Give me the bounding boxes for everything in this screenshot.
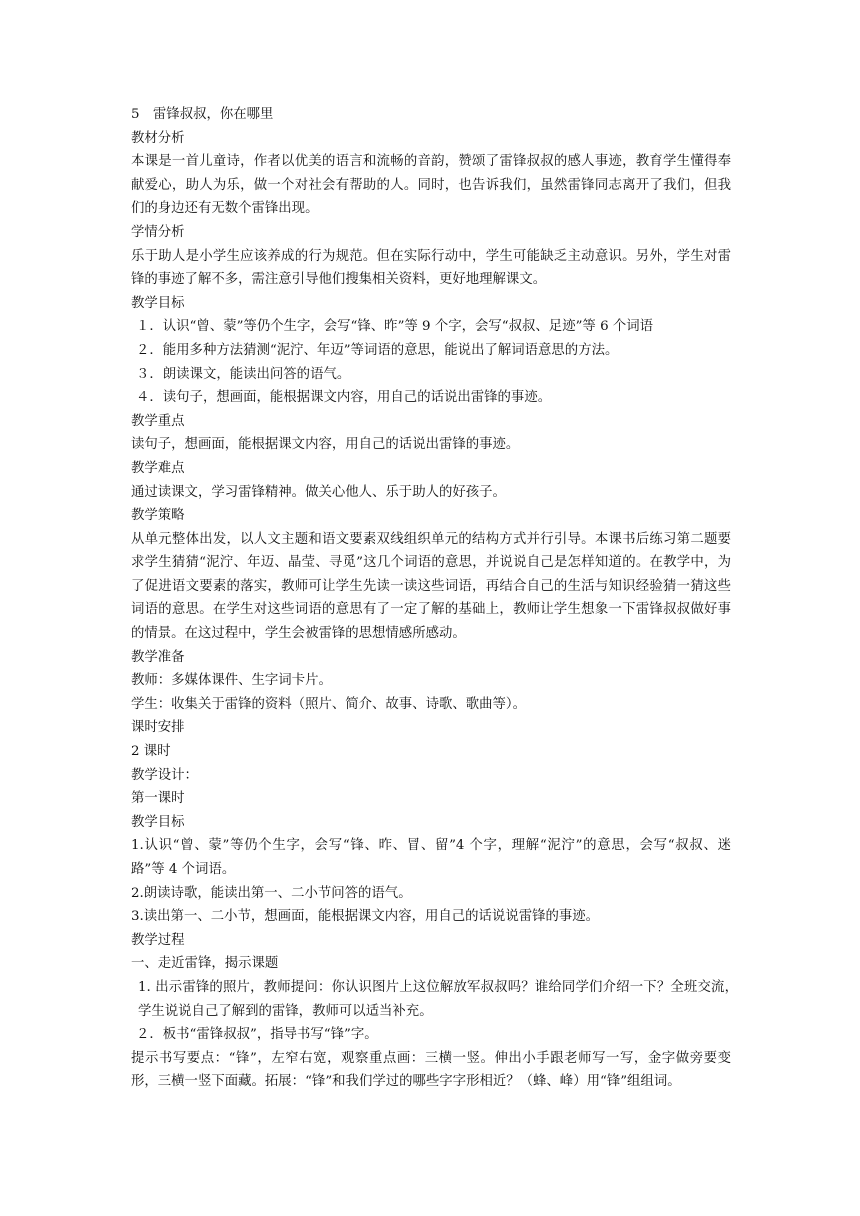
list-item: ２．板书“雷锋叔叔”，指导书写“锋”字。 (136, 1027, 378, 1043)
section-heading: 教学策略 (131, 508, 185, 524)
section-heading: 第一课时 (131, 791, 185, 807)
paragraph: 本课是一首儿童诗，作者以优美的语言和流畅的音韵，赞颂了雷锋叔叔的感人事迹，教育学生懂得奉献爱心，助人为乐，做一个对社会有帮助的人。同时，也告诉我们，虽然雷锋同志离开了我们，但我们的身边还有无数个雷锋出现。 (131, 154, 731, 217)
paragraph: 2 课时 (131, 744, 171, 760)
section-heading: 教学目标 (131, 295, 185, 311)
section-heading: 教学重点 (131, 413, 185, 429)
section-heading: 教学目标 (131, 814, 185, 830)
paragraph: 通过读课文，学习雷锋精神。做关心他人、乐于助人的好孩子。 (131, 484, 506, 500)
paragraph: 提示书写要点：“锋”，左窄右宽，观察重点画：三横一竖。伸出小手跟老师写一写，金字做旁要变形，三横一竖下面藏。拓展：“锋”和我们学过的哪些字字形相近？（蜂、峰）用“锋”组组词。 (131, 1050, 731, 1090)
list-item: 1.认识“曾、蒙”等仍个生字，会写“锋、昨、冒、留”4 个字，理解“泥泞”的意思，会写“叔叔、迷路”等 4 个词语。 (131, 838, 731, 877)
list-item: 2.朗读诗歌，能读出第一、二小节问答的语气。 (131, 885, 412, 901)
paragraph: 学生：收集关于雷锋的资料（照片、简介、故事、诗歌、歌曲等）。 (131, 696, 527, 712)
section-heading: 课时安排 (131, 720, 185, 736)
list-item: ３．朗读课文，能读出问答的语气。 (136, 366, 351, 382)
section-heading: 教学难点 (131, 460, 185, 476)
section-heading: 一、走近雷锋，揭示课题 (131, 956, 279, 972)
list-item: １．认识“曾、蒙”等仍个生字，会写“锋、昨”等 9 个字，会写“叔叔、足迹”等 6 个词语 (136, 319, 654, 335)
paragraph: 从单元整体出发，以人文主题和语文要素双线组织单元的结构方式并行引导。本课书后练习第二题要求学生猜猜“泥泞、年迈、晶莹、寻觅”这几个词语的意思，并说说自己是怎样知道的。在教学中，为了促进语文要素的落实，教师可让学生先读一读这些词语，再结合自己的生活与知识经验猜一猜这些词语的意思。在学生对这些词语的意思有了一定了解的基础上，教师让学生想象一下雷锋叔叔做好事的情景。在这过程中，学生会被雷锋的思想情感所感动。 (131, 531, 731, 642)
paragraph: 读句子，想画面，能根据课文内容，用自己的话说出雷锋的事迹。 (131, 437, 520, 453)
list-item: 3.读出第一、二小节，想画面，能根据课文内容，用自己的话说说雷锋的事迹。 (131, 909, 600, 925)
section-heading: 教学设计： (131, 767, 198, 783)
list-item: 1. 出示雷锋的照片，教师提问：你认识图片上这位解放军叔叔吗？谁给同学们介绍一下？全班交流，学生说说自己了解到的雷锋，教师可以适当补充。 (138, 979, 738, 1019)
document-page (131, 103, 738, 1094)
list-item: ２．能用多种方法猜测“泥泞、年迈”等词语的意思，能说出了解词语意思的方法。 (136, 342, 619, 358)
paragraph: 教师：多媒体课件、生字词卡片。 (131, 673, 332, 689)
section-heading: 教学准备 (131, 649, 185, 665)
list-item: ４．读句子，想画面，能根据课文内容，用自己的话说出雷锋的事迹。 (136, 390, 552, 406)
paragraph: 乐于助人是小学生应该养成的行为规范。但在实际行动中，学生可能缺乏主动意识。另外，学生对雷锋的事迹了解不多，需注意引导他们搜集相关资料，更好地理解课文。 (131, 248, 731, 288)
section-heading: 教学过程 (131, 932, 185, 948)
lesson-title: 5 雷锋叔叔，你在哪里 (131, 107, 274, 122)
section-heading: 学情分析 (131, 224, 185, 240)
section-heading: 教材分析 (131, 130, 185, 146)
